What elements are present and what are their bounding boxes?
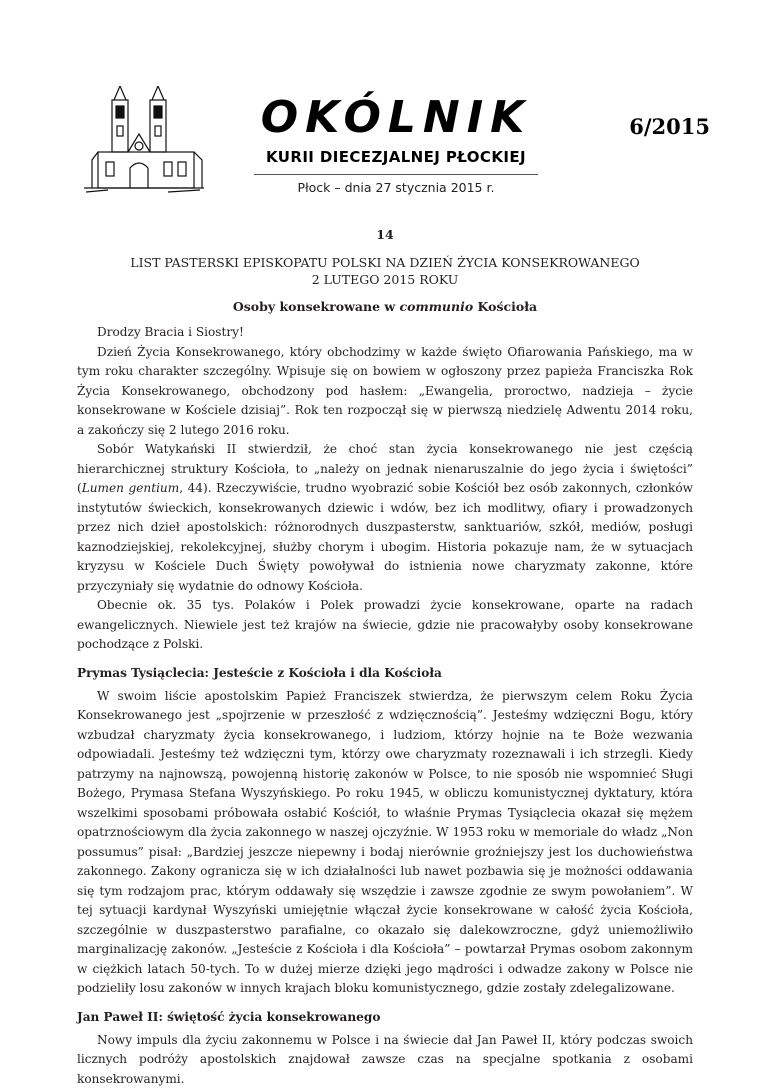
paragraph-1: Dzień Życia Konsekrowanego, który obchodzimy w każde święto Ofiarowania Pańskiego, ma w tym roku charakter szczególny. Wpisuje się on bowiem w ogłoszony przez papieża Franciszka Rok Życia Konsekrowanego, obchodzony pod hasłem: „Ewangelia, proroctwo, nadzieja – życie konsekrowane w Kościele dzisiaj”. Rok ten rozpoczął się w pierwszą niedzielę Adwentu 2014 roku, a zakończy się 2 lutego 2016 roku. bbox=[77, 343, 693, 441]
paragraph-4: W swoim liście apostolskim Papież Franciszek stwierdza, że pierwszym celem Roku Życia Konsekrowanego jest „spojrzenie w przeszłość z wdzięcznością”. Jesteśmy wdzięczni Bogu, który wzbudzał charyzmaty życia konsekrowanego, i ludziom, którzy hojnie na te Boże wezwania odpowiadali. Jesteśmy też wdzięczni tym, którzy owe charyzmaty rozeznawali i ich strzegli. Kiedy patrzymy na najnowszą, powojenną historię zakonów w Polsce, to nie sposób nie wspomnieć Sługi Bożego, Prymasa Stefana Wyszyńskiego. Po roku 1945, w obliczu komunistycznej dyktatury, która wszelkimi sposobami próbowała osłabić Kościół, to właśnie Prymas Tysiąclecia okazał się mężem opatrznościowym dla życia zakonnego w naszej ojczyźnie. W 1953 roku w memoriale do władz „Non possumus” pisał: „Bardziej jeszcze niepewny i bodaj nierównie groźniejszy jest los duchowieństwa zakonnego. Zakony ogranicza się w ich działalności lub nawet pozbawia się je możności oddawania się tym rodzajom prac, którym oddawały się wszędzie i zawsze zgodnie ze swym powołaniem”. W tej sytuacji kardynał Wyszyński umiejętnie włączał życie konsekrowane w całość życia Kościoła, szczególnie w duszpasterstwo parafialne, co okazało się dalekowzroczne, gdyż uniemożliwiło marginalizację zakonów. „Jesteście z Kościoła i dla Kościoła” – powtarzał Prymas osobom zakonnym w ciężkich latach 50-tych. To w dużej mierze dzięki jego mądrości i odwadze zakony w Polsce nie podzieliły losu zakonów w innych krajach bloku komunistycznego, gdzie zostały zdelegalizowane. bbox=[77, 687, 693, 999]
header-divider bbox=[254, 174, 538, 175]
document-number: 14 bbox=[77, 226, 693, 244]
document-subtitle-post: Kościoła bbox=[473, 299, 537, 314]
paragraph-2-post: , 44). Rzeczywiście, trudno wyobrazić sobie Kościół bez osób zakonnych, członków instytutów świeckich, konsekrowanych dziewic i wdów, bez ich modlitwy, ofiary i prowadzonych przez nich dzieł apostolskich: różnorodnych duszpasterstw, sanktuariów, szkół, mediów, posługi kaznodziejskiej, rekolekcyjnej, służby chorym i ubogim. Historia pokazuje nam, że w sytuacjach kryzysu w Kościele Duch Święty powoływał do istnienia nowe charyzmaty zakonne, które przyczyniały się wydatnie do odnowy Kościoła. bbox=[77, 481, 693, 593]
section-heading-1: Prymas Tysiąclecia: Jesteście z Kościoła i dla Kościoła bbox=[77, 664, 693, 682]
document-body bbox=[77, 226, 693, 1089]
church-icon bbox=[78, 86, 210, 198]
paragraph-2-pre: Sobór Watykański II stwierdził, że choć stan życia konsekrowanego nie jest częścią hierarchicznej struktury Kościoła, to „należy on jednak nienaruszalnie do jego życia i świętości” ( bbox=[77, 442, 693, 495]
document-title bbox=[77, 254, 693, 288]
section-heading-2: Jan Paweł II: świętość życia konsekrowanego bbox=[77, 1008, 693, 1026]
newsletter-subtitle: KURII DIECEZJALNEJ PŁOCKIEJ bbox=[218, 148, 574, 166]
document-subtitle-italic: communio bbox=[400, 299, 474, 314]
greeting: Drodzy Bracia i Siostry! bbox=[77, 323, 693, 343]
document-title-line2: 2 LUTEGO 2015 ROKU bbox=[312, 272, 459, 287]
paragraph-2-italic: Lumen gentium bbox=[82, 481, 179, 495]
paragraph-2 bbox=[77, 440, 693, 596]
document-title-line1: LIST PASTERSKI EPISKOPATU POLSKI NA DZIEŃ ŻYCIA KONSEKROWANEGO bbox=[130, 255, 639, 270]
document-subtitle bbox=[77, 298, 693, 315]
paragraph-5: Nowy impuls dla życiu zakonnemu w Polsce i na świecie dał Jan Paweł II, który podczas swoich licznych podróży apostolskich znajdował zawsze czas na specjalne spotkania z osobami konsekrowanymi. bbox=[77, 1031, 693, 1089]
issue-number: 6/2015 bbox=[610, 114, 710, 139]
paragraph-3: Obecnie ok. 35 tys. Polaków i Polek prowadzi życie konsekrowane, oparte na radach ewangelicznych. Niewiele jest też krajów na świecie, gdzie nie pracowałyby osoby konsekrowane pochodzące z Polski. bbox=[77, 596, 693, 655]
document-subtitle-pre: Osoby konsekrowane w bbox=[233, 299, 400, 314]
dateline: Płock – dnia 27 stycznia 2015 r. bbox=[218, 180, 574, 195]
newsletter-title: OKÓLNIK bbox=[218, 92, 574, 144]
masthead bbox=[0, 0, 768, 210]
